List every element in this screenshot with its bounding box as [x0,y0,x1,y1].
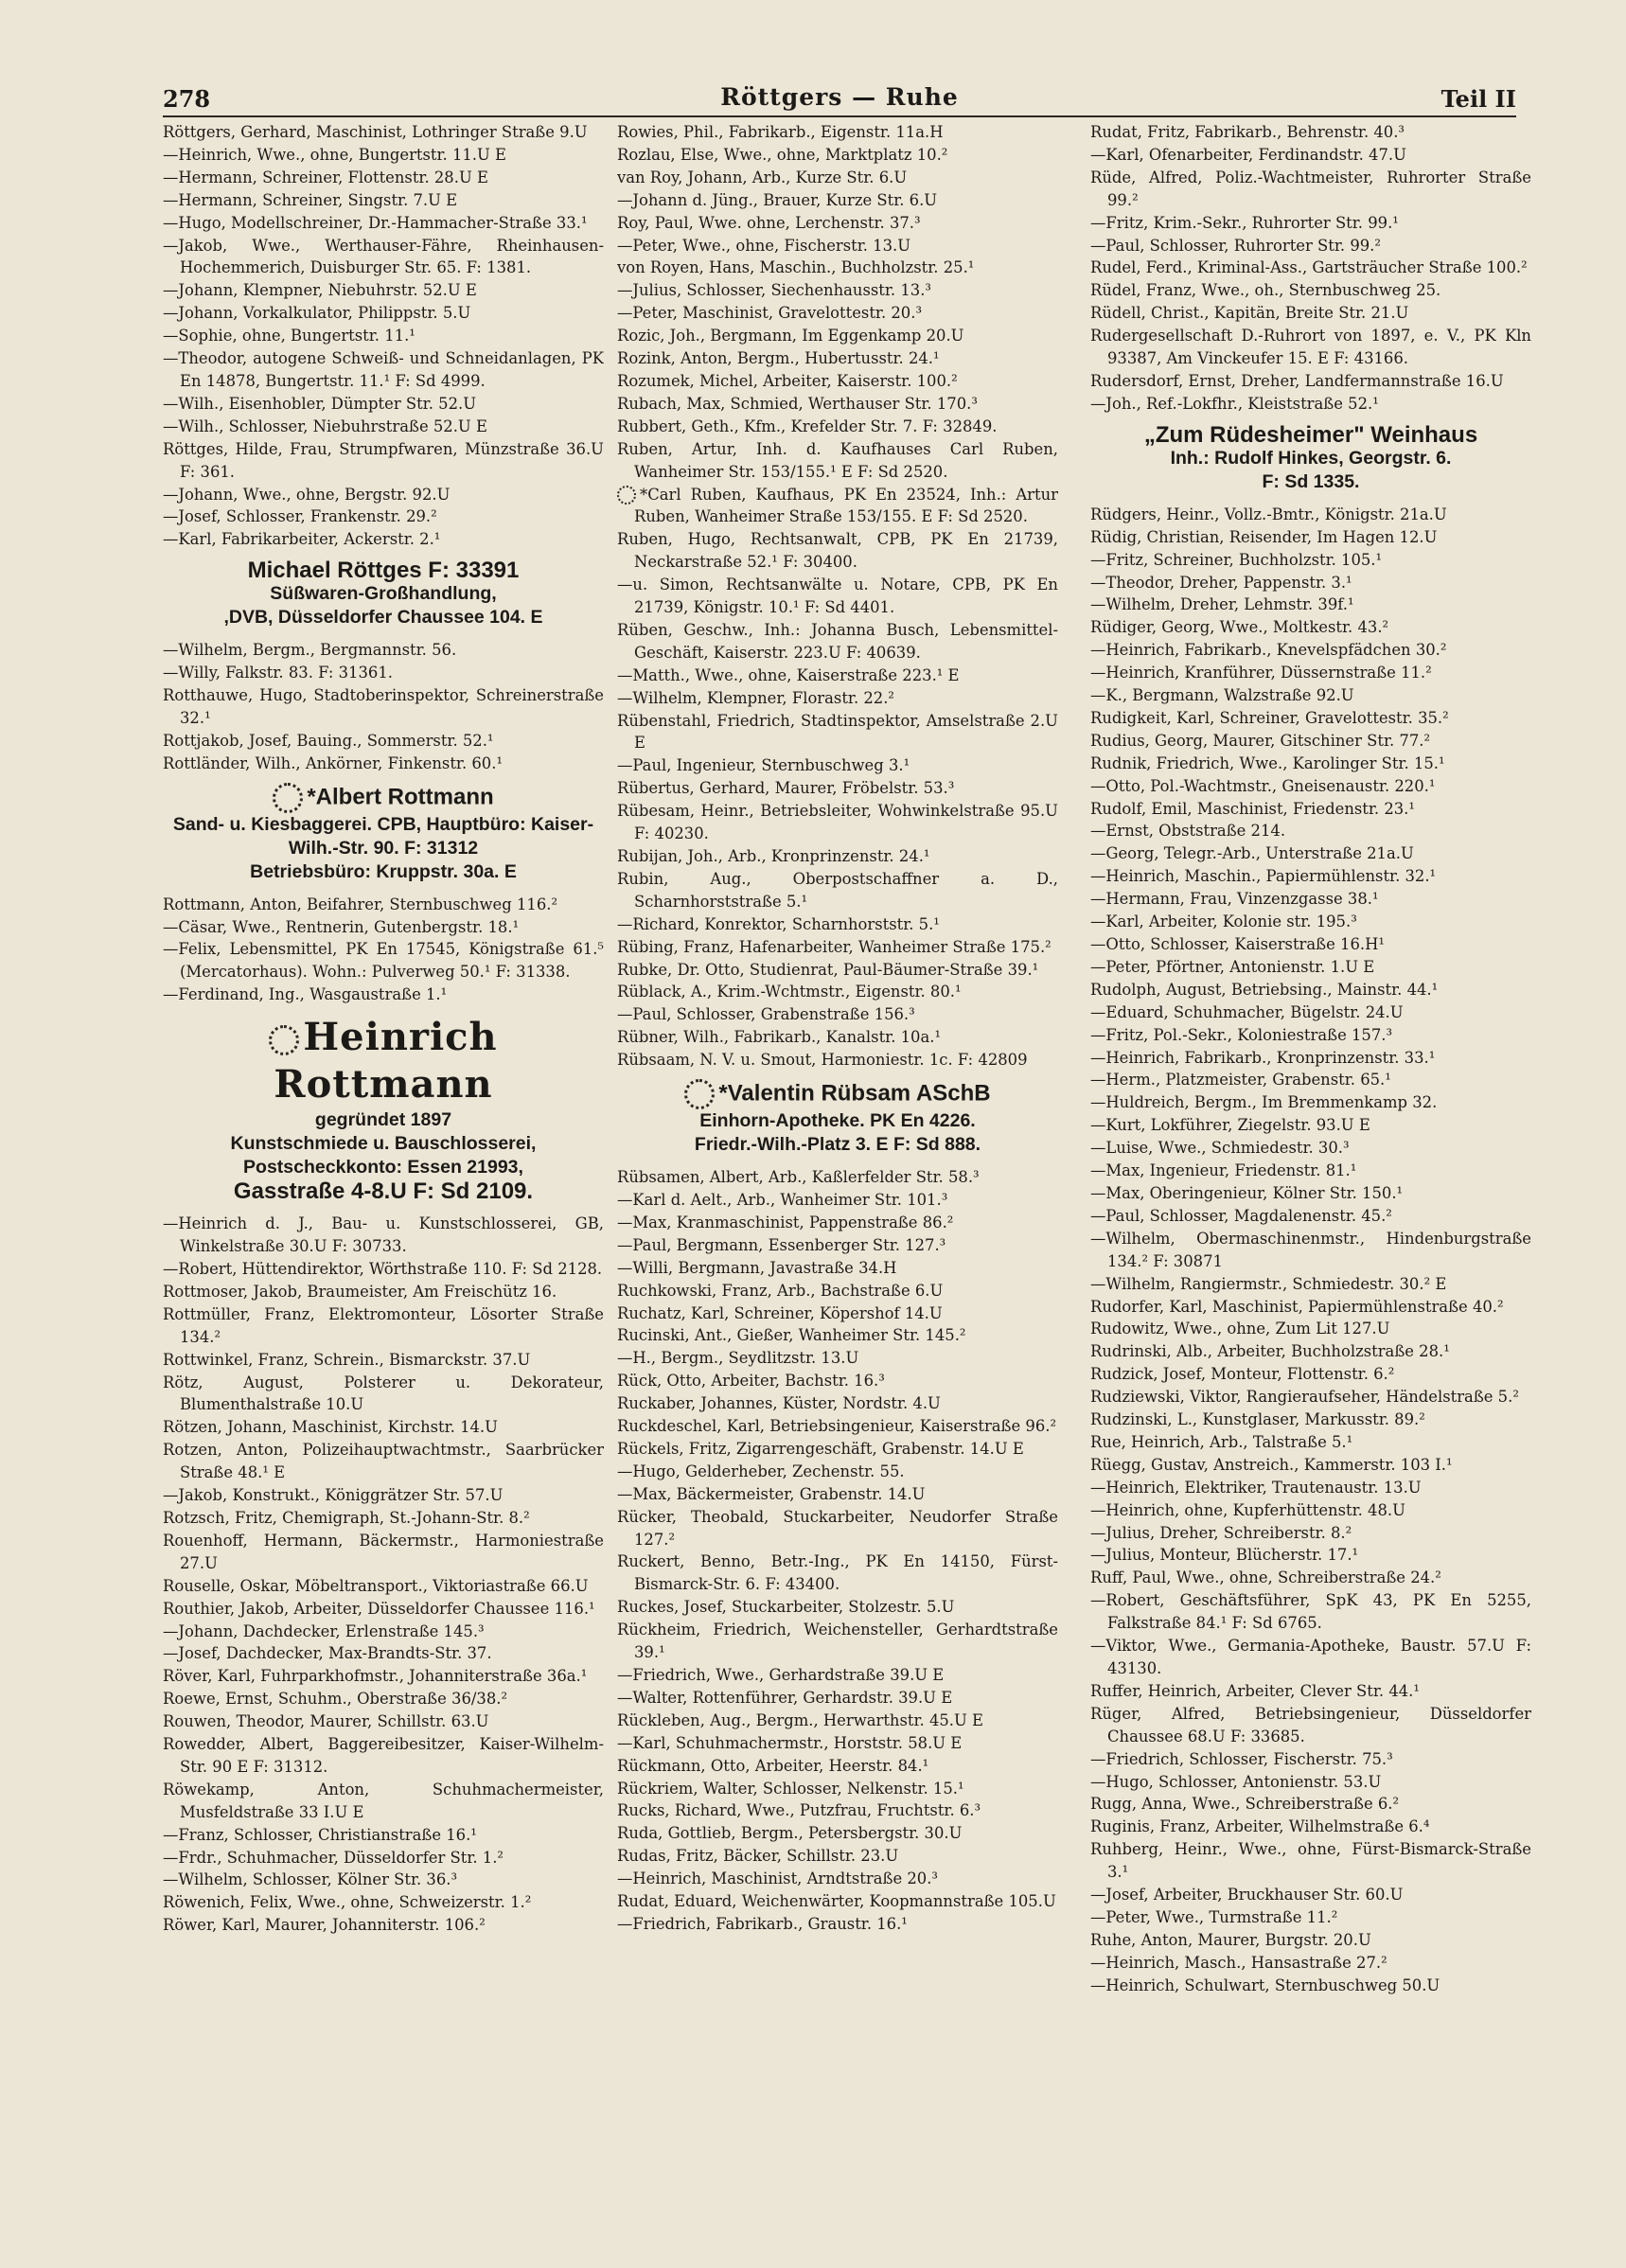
directory-entry: Ruckaber, Johannes, Küster, Nordstr. 4.U [617,1394,941,1413]
ad-line: Kunstschmiede u. Bauschlosserei, [230,1133,537,1155]
page-header [163,81,1516,117]
directory-entry: Rüger, Alfred, Betriebsingenieur, Düsseldorfer Chaussee 68.U F: 33685. [1090,1704,1531,1745]
ad-line: Postscheckkonto: Essen 21993, [243,1157,523,1178]
directory-entry: Rudersdorf, Ernst, Dreher, Landfermannstraße 16.U [1090,371,1504,390]
directory-entry: —Friedrich, Wwe., Gerhardstraße 39.U E [617,1666,945,1684]
part-label: Teil II [1440,85,1516,113]
directory-entry: —Jakob, Wwe., Werthauser-Fähre, Rheinhausen-Hochemmerich, Duisburger Str. 65. F: 1381. [163,236,604,277]
directory-entry: Rozink, Anton, Bergm., Hubertusstr. 24.¹ [617,349,940,368]
ad-line: Betriebsbüro: Kruppstr. 30a. E [250,860,517,882]
advertisement [163,558,604,629]
directory-entry: —Wilhelm, Klempner, Florastr. 22.² [617,688,895,707]
advertisement [163,1014,604,1203]
directory-entry: Rückheim, Friedrich, Weichensteller, Gerhardtstraße 39.¹ [617,1621,1058,1662]
directory-entry: Rübsamen, Albert, Arb., Kaßlerfelder Str. 58.³ [617,1168,980,1187]
directory-entry: Röwekamp, Anton, Schuhmachermeister, Musfeldstraße 33 I.U E [163,1780,604,1821]
directory-entry: —Johann, Vorkalkulator, Philippstr. 5.U [163,304,471,323]
advertisement [617,1079,1058,1157]
directory-entry: Rudzick, Josef, Monteur, Flottenstr. 6.² [1090,1365,1395,1384]
directory-entry: —Franz, Schlosser, Christianstraße 16.¹ [163,1825,477,1844]
directory-entry: —Friedrich, Fabrikarb., Graustr. 16.¹ [617,1914,908,1933]
directory-entry: —Max, Oberingenieur, Kölner Str. 150.¹ [1090,1183,1404,1202]
directory-entry: —Paul, Schlosser, Magdalenenstr. 45.² [1090,1206,1392,1225]
directory-entry: —Felix, Lebensmittel, PK En 17545, Königstraße 61.⁵ (Mercatorhaus). Wohn.: Pulverweg 50.¹ F: 31338. [163,940,604,982]
directory-entry: Roewe, Ernst, Schuhm., Oberstraße 36/38.² [163,1690,508,1709]
directory-entry: —Karl, Schuhmachermstr., Horststr. 58.U E [617,1733,963,1752]
ad-line: Friedr.-Wilh.-Platz 3. E F: Sd 888. [694,1134,981,1156]
directory-entry: Ruchatz, Karl, Schreiner, Köpershof 14.U [617,1303,943,1322]
directory-entry: Rudorfer, Karl, Maschinist, Papiermühlenstraße 40.² [1090,1297,1504,1316]
directory-entry: Rübesam, Heinr., Betriebsleiter, Wohwinkelstraße 95.U F: 40230. [617,802,1058,843]
directory-entry: —Wilhelm, Rangiermstr., Schmiedestr. 30.² E [1090,1274,1447,1293]
directory-entry: Rudowitz, Wwe., ohne, Zum Lit 127.U [1090,1320,1390,1338]
ad-line: Michael Röttges F: 33391 [247,558,520,584]
directory-entry: Rudziewski, Viktor, Rangieraufseher, Händelstraße 5.² [1090,1388,1519,1407]
directory-entry: *Carl Ruben, Kaufhaus, PK En 23524, Inh.: Artur Ruben, Wanheimer Straße 153/155. E F: Sd 2520. [617,484,1058,529]
directory-entry: —Fritz, Krim.-Sekr., Ruhrorter Str. 99.¹ [1090,213,1399,232]
directory-entry: Rozic, Joh., Bergmann, Im Eggenkamp 20.U [617,327,964,346]
page-number: 278 [163,85,211,113]
directory-entry: —Karl d. Aelt., Arb., Wanheimer Str. 101.³ [617,1190,948,1209]
directory-entry: —Heinrich d. J., Bau- u. Kunstschlosserei, GB, Winkelstraße 30.U F: 30733. [163,1214,604,1256]
directory-entry: Rudnik, Friedrich, Wwe., Karolinger Str. 15.¹ [1090,753,1445,772]
directory-entry: Ruff, Paul, Wwe., ohne, Schreiberstraße 24.² [1090,1568,1441,1587]
directory-entry: —Josef, Arbeiter, Bruckhauser Str. 60.U [1090,1886,1404,1905]
advertisement [163,783,604,884]
ad-line: Sand- u. Kiesbaggerei. CPB, Hauptbüro: Kaiser-Wilh.-Str. 90. F: 31312 [172,813,594,859]
directory-entry: —Herm., Platzmeister, Grabenstr. 65.¹ [1090,1071,1391,1090]
directory-entry: Rück, Otto, Arbeiter, Bachstr. 16.³ [617,1372,885,1391]
running-title: Röttgers — Ruhe [720,83,959,111]
directory-entry: Rübsaam, N. V. u. Smout, Harmoniestr. 1c. F: 42809 [617,1051,1028,1070]
directory-entry: Rötzen, Johann, Maschinist, Kirchstr. 14.U [163,1418,498,1437]
directory-entry: Rüdel, Franz, Wwe., oh., Sternbuschweg 25. [1090,281,1441,300]
directory-entry: —Otto, Pol.-Wachtmstr., Gneisenaustr. 220.¹ [1090,776,1436,795]
directory-entry: —Friedrich, Schlosser, Fischerstr. 75.³ [1090,1749,1393,1768]
company-logo-icon [617,486,636,505]
directory-entry: —Willi, Bergmann, Javastraße 34.H [617,1258,897,1277]
directory-entry: Rotzen, Anton, Polizeihauptwachtmstr., Saarbrücker Straße 48.¹ E [163,1441,604,1482]
directory-entry: —Julius, Monteur, Blücherstr. 17.¹ [1090,1546,1359,1565]
directory-entry: Rozumek, Michel, Arbeiter, Kaiserstr. 100.² [617,371,958,390]
directory-entry: Rowedder, Albert, Baggereibesitzer, Kaiser-Wilhelm-Str. 90 E F: 31312. [163,1735,604,1776]
directory-entry: —Josef, Dachdecker, Max-Brandts-Str. 37. [163,1644,492,1663]
directory-entry: —Hugo, Gelderheber, Zechenstr. 55. [617,1462,905,1480]
directory-entry: Rottwinkel, Franz, Schrein., Bismarckstr. 37.U [163,1350,531,1369]
directory-entry: Ruckes, Josef, Stuckarbeiter, Stolzestr. 5.U [617,1598,955,1617]
directory-entry: Rotthauwe, Hugo, Stadtoberinspektor, Schreinerstraße 32.¹ [163,686,604,727]
directory-entry: Rückmann, Otto, Arbeiter, Heerstr. 84.¹ [617,1756,929,1775]
directory-entry: Rüde, Alfred, Poliz.-Wachtmeister, Ruhrorter Straße 99.² [1090,168,1531,209]
column-3 [1090,121,1531,2251]
ad-line: gegründet 1897 [314,1109,452,1131]
directory-entry: —Wilhelm, Dreher, Lehmstr. 39f.¹ [1090,595,1354,614]
directory-entry: Ruben, Hugo, Rechtsanwalt, CPB, PK En 21739, Neckarstraße 52.¹ F: 30400. [617,530,1058,572]
directory-entry: —Johann d. Jüng., Brauer, Kurze Str. 6.U [617,190,938,209]
ad-line: Heinrich Rottmann [163,1014,604,1108]
directory-entry: —Georg, Telegr.-Arb., Unterstraße 21a.U [1090,844,1414,863]
directory-entry: —Johann, Klempner, Niebuhrstr. 52.U E [163,281,477,300]
directory-entry: —Frdr., Schuhmacher, Düsseldorfer Str. 1.² [163,1848,504,1867]
directory-entry: Rüegg, Gustav, Anstreich., Kammerstr. 103 I.¹ [1090,1455,1453,1474]
directory-entry: Rudat, Fritz, Fabrikarb., Behrenstr. 40.³ [1090,123,1405,141]
directory-entry: von Royen, Hans, Maschin., Buchholzstr. 25.¹ [617,258,975,277]
directory-entry: Rucks, Richard, Wwe., Putzfrau, Fruchtstr. 6.³ [617,1801,981,1820]
directory-entry: —Max, Bäckermeister, Grabenstr. 14.U [617,1484,926,1503]
directory-entry: —Theodor, Dreher, Pappenstr. 3.¹ [1090,573,1352,592]
directory-entry: —Sophie, ohne, Bungertstr. 11.¹ [163,327,415,346]
directory-entry: Rübing, Franz, Hafenarbeiter, Wanheimer Straße 175.² [617,937,1052,956]
directory-entry: —Kurt, Lokführer, Ziegelstr. 93.U E [1090,1116,1370,1135]
directory-entry: —Wilhelm, Bergm., Bergmannstr. 56. [163,641,457,660]
directory-entry: Rotzsch, Fritz, Chemigraph, St.-Johann-Str. 8.² [163,1508,530,1527]
directory-entry: Rückleben, Aug., Bergm., Herwarthstr. 45.U E [617,1710,983,1729]
directory-entry: van Roy, Johann, Arb., Kurze Str. 6.U [617,168,908,186]
directory-entry: Ruhe, Anton, Maurer, Burgstr. 20.U [1090,1930,1371,1949]
column-2 [617,121,1058,2251]
directory-entry: —Robert, Hüttendirektor, Wörthstraße 110. F: Sd 2128. [163,1260,603,1278]
directory-entry: Ruben, Artur, Inh. d. Kaufhauses Carl Ruben, Wanheimer Str. 153/155.¹ E F: Sd 2520. [617,439,1058,481]
directory-entry: Routhier, Jakob, Arbeiter, Düsseldorfer Chaussee 116.¹ [163,1599,595,1618]
directory-entry: —Johann, Wwe., ohne, Bergstr. 92.U [163,485,451,504]
directory-entry: —Huldreich, Bergm., Im Bremmenkamp 32. [1090,1093,1438,1112]
column-1 [163,121,604,2251]
directory-entry: —Heinrich, Maschin., Papiermühlenstr. 32.¹ [1090,867,1437,886]
directory-entry: Rudrinski, Alb., Arbeiter, Buchholzstraße 28.¹ [1090,1342,1450,1361]
directory-entry: Rottjakob, Josef, Bauing., Sommerstr. 52.¹ [163,731,494,750]
directory-entry: Rottländer, Wilh., Ankörner, Finkenstr. 60.¹ [163,753,504,772]
directory-entry: Rudel, Ferd., Kriminal-Ass., Gartsträucher Straße 100.² [1090,258,1528,277]
directory-entry: —Heinrich, Fabrikarb., Knevelspfädchen 30.² [1090,641,1447,660]
directory-entry: Ruchkowski, Franz, Arb., Bachstraße 6.U [617,1281,944,1300]
directory-entry: —Eduard, Schuhmacher, Bügelstr. 24.U [1090,1002,1404,1021]
directory-entry: Röver, Karl, Fuhrparkhofmstr., Johanniterstraße 36a.¹ [163,1667,588,1686]
directory-entry: Rückels, Fritz, Zigarrengeschäft, Grabenstr. 14.U E [617,1439,1024,1458]
directory-entry: Rüdig, Christian, Reisender, Im Hagen 12.U [1090,527,1438,546]
directory-entry: Rudius, Georg, Maurer, Gitschiner Str. 77.² [1090,731,1431,750]
directory-entry: —Peter, Wwe., ohne, Fischerstr. 13.U [617,236,911,255]
directory-entry: Rudzinski, L., Kunstglaser, Markusstr. 89.² [1090,1410,1425,1429]
ad-line: *Albert Rottmann [163,783,604,813]
directory-entry: Rübertus, Gerhard, Maurer, Fröbelstr. 53.³ [617,779,955,798]
directory-entry: —Viktor, Wwe., Germania-Apotheke, Baustr. 57.U F: 43130. [1090,1637,1531,1677]
ad-line: ,DVB, Düsseldorfer Chaussee 104. E [223,607,543,629]
directory-entry: —Hermann, Schreiner, Singstr. 7.U E [163,190,458,209]
directory-entry: —Paul, Schlosser, Ruhrorter Str. 99.² [1090,236,1381,255]
directory-entry: Rouwen, Theodor, Maurer, Schillstr. 63.U [163,1712,489,1731]
ad-line: Gasstraße 4-8.U F: Sd 2109. [233,1178,534,1205]
directory-entry: —Otto, Schlosser, Kaiserstraße 16.H¹ [1090,935,1385,953]
company-logo-icon [269,1025,299,1055]
directory-entry: —Hermann, Schreiner, Flottenstr. 28.U E [163,168,488,186]
ad-line: *Valentin Rübsam ASchB [617,1079,1058,1109]
directory-entry: —Karl, Fabrikarbeiter, Ackerstr. 2.¹ [163,530,441,549]
directory-entry: —Willy, Falkstr. 83. F: 31361. [163,664,393,682]
directory-entry: —Hermann, Frau, Vinzenzgasse 38.¹ [1090,890,1379,909]
directory-entry: Rüblack, A., Krim.-Wchtmstr., Eigenstr. 80.¹ [617,983,962,1001]
directory-entry: —Julius, Schlosser, Siechenhausstr. 13.³ [617,281,931,300]
directory-entry: Rüdell, Christ., Kapitän, Breite Str. 21.U [1090,304,1409,323]
directory-entry: —Richard, Konrektor, Scharnhorststr. 5.¹ [617,914,940,933]
directory-entry: Rubijan, Joh., Arb., Kronprinzenstr. 24.¹ [617,847,930,865]
directory-entry: Rouenhoff, Hermann, Bäckermstr., Harmoniestraße 27.U [163,1531,604,1572]
directory-entry: —Josef, Schlosser, Frankenstr. 29.² [163,507,437,526]
directory-entry: —Fritz, Pol.-Sekr., Koloniestraße 157.³ [1090,1025,1393,1044]
company-logo-icon [273,783,303,813]
directory-entry: Rübenstahl, Friedrich, Stadtinspektor, Amselstraße 2.U E [617,711,1058,753]
ad-line: Inh.: Rudolf Hinkes, Georgstr. 6. [1170,447,1452,469]
directory-entry: —Peter, Maschinist, Gravelottestr. 20.³ [617,304,923,323]
directory-entry: Rottmüller, Franz, Elektromonteur, Lösorter Straße 134.² [163,1304,604,1346]
directory-entry: —Matth., Wwe., ohne, Kaiserstraße 223.¹ E [617,665,960,684]
ad-line: Süßwaren-Großhandlung, [270,583,497,605]
directory-entry: —Jakob, Konstrukt., Königgrätzer Str. 57.U [163,1486,504,1505]
directory-entry: Ruhberg, Heinr., Wwe., ohne, Fürst-Bismarck-Straße 3.¹ [1090,1840,1531,1882]
directory-entry: —Wilhelm, Obermaschinenmstr., Hindenburgstraße 134.² F: 30871 [1090,1229,1531,1270]
directory-entry: —Karl, Arbeiter, Kolonie str. 195.³ [1090,913,1357,931]
directory-entry: —Heinrich, Wwe., ohne, Bungertstr. 11.U E [163,145,507,164]
directory-entry: —Julius, Dreher, Schreiberstr. 8.² [1090,1523,1352,1542]
directory-entry: —Hugo, Schlosser, Antonienstr. 53.U [1090,1772,1382,1791]
directory-entry: Ruckdeschel, Karl, Betriebsingenieur, Kaiserstraße 96.² [617,1417,1057,1436]
directory-entry: —Hugo, Modellschreiner, Dr.-Hammacher-Straße 33.¹ [163,213,588,232]
directory-entry: —Paul, Ingenieur, Sternbuschweg 3.¹ [617,756,910,775]
directory-entry: Rottmoser, Jakob, Braumeister, Am Freischütz 16. [163,1282,557,1301]
directory-entry: —Ernst, Obststraße 214. [1090,822,1286,841]
directory-entry: —Walter, Rottenführer, Gerhardstr. 39.U E [617,1688,953,1707]
directory-entry: —Wilh., Eisenhobler, Dümpter Str. 52.U [163,394,477,413]
directory-entry: Rudolph, August, Betriebsing., Mainstr. 44.¹ [1090,980,1439,999]
directory-entry: —Heinrich, Elektriker, Trautenaustr. 13.U [1090,1478,1422,1497]
directory-entry: Rudolf, Emil, Maschinist, Friedenstr. 23.¹ [1090,799,1415,818]
directory-entry: —Heinrich, Fabrikarb., Kronprinzenstr. 33.¹ [1090,1048,1436,1067]
directory-entry: —Paul, Bergmann, Essenberger Str. 127.³ [617,1235,946,1254]
directory-entry: —Heinrich, Schulwart, Sternbuschweg 50.U [1090,1976,1440,1994]
directory-entry: Roy, Paul, Wwe. ohne, Lerchenstr. 37.³ [617,213,921,232]
directory-entry: Rudergesellschaft D.-Ruhrort von 1897, e. V., PK Kln 93387, Am Vinckeufer 15. E F: 43166. [1090,327,1531,368]
directory-entry: Rücker, Theobald, Stuckarbeiter, Neudorfer Straße 127.² [617,1507,1058,1549]
directory-entry: —Heinrich, Maschinist, Arndtstraße 20.³ [617,1869,938,1888]
directory-entry: Rubke, Dr. Otto, Studienrat, Paul-Bäumer-Straße 39.¹ [617,960,1039,979]
directory-entry: —Ferdinand, Ing., Wasgaustraße 1.¹ [163,985,448,1004]
directory-entry: Rubin, Aug., Oberpostschaffner a. D., Scharnhorststraße 5.¹ [617,869,1058,911]
directory-entry: Röttges, Hilde, Frau, Strumpfwaren, Münzstraße 36.U F: 361. [163,439,604,481]
directory-entry: —Cäsar, Wwe., Rentnerin, Gutenbergstr. 18.¹ [163,917,520,936]
directory-entry: —Peter, Pförtner, Antonienstr. 1.U E [1090,957,1375,976]
directory-entry: —Max, Kranmaschinist, Pappenstraße 86.² [617,1213,954,1231]
advertisement [1090,423,1531,494]
ad-line: F: Sd 1335. [1262,470,1360,492]
directory-entry: —Heinrich, Masch., Hansastraße 27.² [1090,1953,1387,1972]
directory-entry: Rüben, Geschw., Inh.: Johanna Busch, Lebensmittel-Geschäft, Kaiserstr. 223.U F: 40639. [617,620,1058,662]
directory-entry: —Theodor, autogene Schweiß- und Schneidanlagen, PK En 14878, Bungertstr. 11.¹ F: Sd 4999. [163,349,604,390]
directory-entry: Ruffer, Heinrich, Arbeiter, Clever Str. 44.¹ [1090,1681,1420,1700]
directory-entry: Rückriem, Walter, Schlosser, Nelkenstr. 15.¹ [617,1779,964,1798]
directory-entry: Rüdiger, Georg, Wwe., Moltkestr. 43.² [1090,618,1389,637]
directory-entry: —Heinrich, Kranführer, Düssernstraße 11.² [1090,664,1432,682]
directory-entry: Rottmann, Anton, Beifahrer, Sternbuschweg 116.² [163,895,558,913]
directory-entry: Rubbert, Geth., Kfm., Krefelder Str. 7. F: 32849. [617,416,998,435]
directory-entry: —Paul, Schlosser, Grabenstraße 156.³ [617,1005,915,1024]
directory-entry: Rüdgers, Heinr., Vollz.-Bmtr., Königstr. 21a.U [1090,505,1447,523]
directory-entry: Ruginis, Franz, Arbeiter, Wilhelmstraße 6.⁴ [1090,1817,1430,1836]
directory-entry: —u. Simon, Rechtsanwälte u. Notare, CPB, PK En 21739, Königstr. 10.¹ F: Sd 4401. [617,576,1058,617]
directory-entry: —K., Bergmann, Walzstraße 92.U [1090,686,1354,705]
ad-line: Einhorn-Apotheke. PK En 4226. [699,1110,976,1132]
directory-entry: Röwer, Karl, Maurer, Johanniterstr. 106.² [163,1916,486,1935]
directory-entry: —Johann, Dachdecker, Erlenstraße 145.³ [163,1621,485,1640]
directory-entry: —Wilh., Schlosser, Niebuhrstraße 52.U E [163,416,487,435]
directory-entry: —Robert, Geschäftsführer, SpK 43, PK En 5255, Falkstraße 84.¹ F: Sd 6765. [1090,1591,1531,1633]
ad-line: „Zum Rüdesheimer" Weinhaus [1143,421,1478,448]
directory-entry: Ruda, Gottlieb, Bergm., Petersbergstr. 30.U [617,1824,963,1843]
directory-entry: Rozlau, Else, Wwe., ohne, Marktplatz 10.² [617,145,948,164]
directory-entry: Rudat, Eduard, Weichenwärter, Koopmannstraße 105.U [617,1892,1056,1911]
directory-entry: Rudigkeit, Karl, Schreiner, Gravelottestr. 35.² [1090,708,1449,727]
directory-entry: Rucinski, Ant., Gießer, Wanheimer Str. 145.² [617,1326,966,1345]
directory-entry: —Heinrich, ohne, Kupferhüttenstr. 48.U [1090,1500,1405,1519]
directory-entry: Rübner, Wilh., Fabrikarb., Kanalstr. 10a.¹ [617,1028,942,1047]
directory-entry: —Wilhelm, Schlosser, Kölner Str. 36.³ [163,1870,458,1889]
directory-entry: Rugg, Anna, Wwe., Schreiberstraße 6.² [1090,1795,1400,1814]
directory-entry: Rouselle, Oskar, Möbeltransport., Viktoriastraße 66.U [163,1576,589,1595]
directory-entry: —Karl, Ofenarbeiter, Ferdinandstr. 47.U [1090,145,1406,164]
directory-entry: Röttgers, Gerhard, Maschinist, Lothringer Straße 9.U [163,123,588,141]
directory-entry: Rudas, Fritz, Bäcker, Schillstr. 23.U [617,1847,899,1866]
directory-entry: Röwenich, Felix, Wwe., ohne, Schweizerstr. 1.² [163,1893,532,1912]
directory-entry: Rötz, August, Polsterer u. Dekorateur, Blumenthalstraße 10.U [163,1373,604,1414]
directory-entry: —Fritz, Schreiner, Buchholzstr. 105.¹ [1090,550,1383,569]
directory-entry: —Joh., Ref.-Lokfhr., Kleiststraße 52.¹ [1090,394,1379,413]
directory-entry: —Luise, Wwe., Schmiedestr. 30.³ [1090,1139,1350,1158]
directory-entry: Rubach, Max, Schmied, Werthauser Str. 170.³ [617,394,978,413]
directory-entry: Rue, Heinrich, Arb., Talstraße 5.¹ [1090,1432,1353,1451]
directory-entry: Ruckert, Benno, Betr.-Ing., PK En 14150, Fürst-Bismarck-Str. 6. F: 43400. [617,1552,1058,1594]
directory-entry: —H., Bergm., Seydlitzstr. 13.U [617,1349,859,1368]
directory-entry: —Max, Ingenieur, Friedenstr. 81.¹ [1090,1161,1357,1180]
company-logo-icon [684,1079,715,1109]
directory-entry: Rowies, Phil., Fabrikarb., Eigenstr. 11a.H [617,123,944,141]
directory-entry: —Peter, Wwe., Turmstraße 11.² [1090,1907,1338,1926]
